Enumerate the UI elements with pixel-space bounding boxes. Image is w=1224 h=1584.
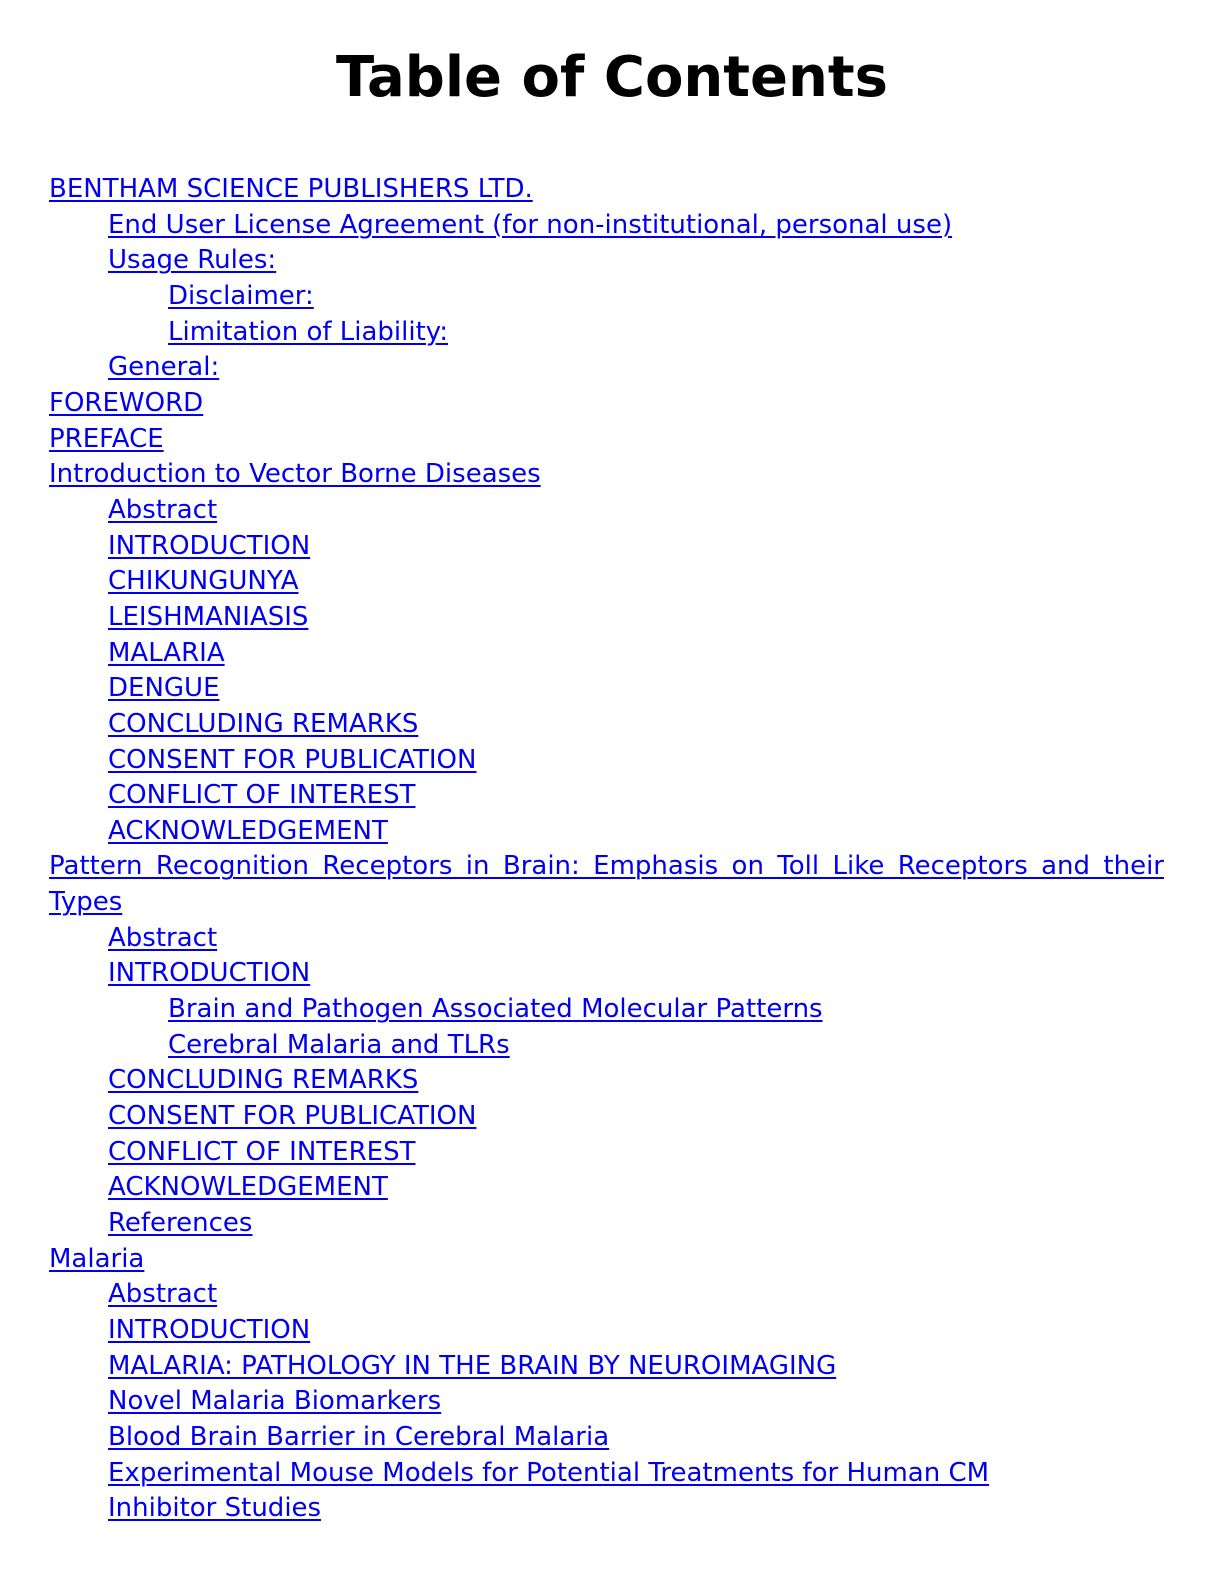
toc-link[interactable]: CONCLUDING REMARKS <box>108 1065 419 1096</box>
toc-link[interactable]: Abstract <box>108 922 218 953</box>
toc-entry-level-2 <box>49 1135 1164 1171</box>
toc-entry-level-2 <box>49 243 1164 279</box>
toc-entry-level-3 <box>49 279 1164 315</box>
toc-entry-level-2 <box>49 1491 1164 1527</box>
toc-entry-level-2 <box>49 778 1164 814</box>
toc-entry-level-2 <box>49 814 1164 850</box>
toc-entry-level-3 <box>49 992 1164 1028</box>
table-of-contents <box>49 172 1164 1527</box>
page-title: Table of Contents <box>335 45 888 110</box>
toc-entry-level-3 <box>49 1028 1164 1064</box>
toc-link[interactable]: Malaria <box>49 1243 145 1274</box>
toc-entry-level-2 <box>49 600 1164 636</box>
toc-link[interactable]: Abstract <box>108 1279 218 1310</box>
toc-link[interactable]: Abstract <box>108 494 218 525</box>
toc-link[interactable]: CONCLUDING REMARKS <box>108 708 419 739</box>
toc-entry-level-2 <box>49 208 1164 244</box>
toc-link[interactable]: CONSENT FOR PUBLICATION <box>108 744 477 775</box>
toc-link[interactable]: DENGUE <box>108 673 220 704</box>
toc-entry-level-2 <box>49 671 1164 707</box>
toc-link[interactable]: CONFLICT OF INTEREST <box>108 1136 416 1167</box>
toc-entry-level-2 <box>49 493 1164 529</box>
toc-entry-level-2 <box>49 1170 1164 1206</box>
toc-entry-level-1 <box>49 422 1164 458</box>
toc-entry-level-2 <box>49 1313 1164 1349</box>
toc-entry-level-2 <box>49 1099 1164 1135</box>
toc-link[interactable]: Introduction to Vector Borne Diseases <box>49 459 541 490</box>
toc-entry-level-2 <box>49 1456 1164 1492</box>
toc-entry-level-2 <box>49 350 1164 386</box>
toc-entry-level-2 <box>49 921 1164 957</box>
toc-entry-level-2 <box>49 743 1164 779</box>
toc-entry-level-2 <box>49 529 1164 565</box>
toc-link[interactable]: End User License Agreement (for non-institutional, personal use) <box>108 209 953 240</box>
toc-link[interactable]: General: <box>108 352 220 383</box>
toc-entry-level-3 <box>49 315 1164 351</box>
toc-link[interactable]: Experimental Mouse Models for Potential Treatments for Human CM <box>108 1457 990 1488</box>
toc-link[interactable]: Pattern Recognition Receptors in Brain: Emphasis on Toll Like Receptors and their Types <box>49 851 1164 918</box>
toc-entry-level-2 <box>49 1206 1164 1242</box>
toc-entry-level-2 <box>49 707 1164 743</box>
toc-link[interactable]: INTRODUCTION <box>108 1315 311 1345</box>
toc-link[interactable]: LEISHMANIASIS <box>108 601 309 632</box>
toc-entry-level-2 <box>49 1063 1164 1099</box>
toc-link[interactable]: INTRODUCTION <box>108 530 311 561</box>
toc-entry-level-2 <box>49 1420 1164 1456</box>
toc-entry-level-2 <box>49 1384 1164 1420</box>
toc-entry-level-2 <box>49 564 1164 600</box>
toc-entry-level-2 <box>49 1349 1164 1385</box>
toc-entry-level-2 <box>49 956 1164 992</box>
toc-link[interactable]: Inhibitor Studies <box>108 1493 322 1524</box>
toc-entry-level-1 <box>49 457 1164 493</box>
toc-entry-level-1 <box>49 386 1164 422</box>
toc-link[interactable]: FOREWORD <box>49 387 204 418</box>
toc-link[interactable]: ACKNOWLEDGEMENT <box>108 1172 388 1203</box>
toc-link[interactable]: CONSENT FOR PUBLICATION <box>108 1101 477 1132</box>
toc-link[interactable]: PREFACE <box>49 423 164 454</box>
toc-link[interactable]: BENTHAM SCIENCE PUBLISHERS LTD. <box>49 174 533 204</box>
toc-link[interactable]: INTRODUCTION <box>108 958 311 989</box>
toc-entry-level-1 <box>49 1242 1164 1278</box>
toc-entry-level-2 <box>49 1277 1164 1313</box>
toc-link[interactable]: References <box>108 1208 253 1239</box>
toc-entry-level-1 <box>49 849 1164 920</box>
toc-link[interactable]: ACKNOWLEDGEMENT <box>108 815 388 846</box>
toc-link[interactable]: Cerebral Malaria and TLRs <box>168 1029 510 1060</box>
toc-link[interactable]: Usage Rules: <box>108 245 277 276</box>
toc-entry-level-1 <box>49 172 1164 208</box>
toc-link[interactable]: MALARIA: PATHOLOGY IN THE BRAIN BY NEUROIMAGING <box>108 1350 837 1381</box>
toc-link[interactable]: MALARIA <box>108 637 225 668</box>
toc-link[interactable]: Limitation of Liability: <box>168 316 449 347</box>
toc-link[interactable]: CHIKUNGUNYA <box>108 566 299 597</box>
toc-link[interactable]: Novel Malaria Biomarkers <box>108 1386 442 1417</box>
toc-link[interactable]: Brain and Pathogen Associated Molecular Patterns <box>168 994 823 1025</box>
toc-link[interactable]: Blood Brain Barrier in Cerebral Malaria <box>108 1421 610 1452</box>
toc-entry-level-2 <box>49 636 1164 672</box>
toc-link[interactable]: CONFLICT OF INTEREST <box>108 780 416 811</box>
toc-link[interactable]: Disclaimer: <box>168 280 314 311</box>
